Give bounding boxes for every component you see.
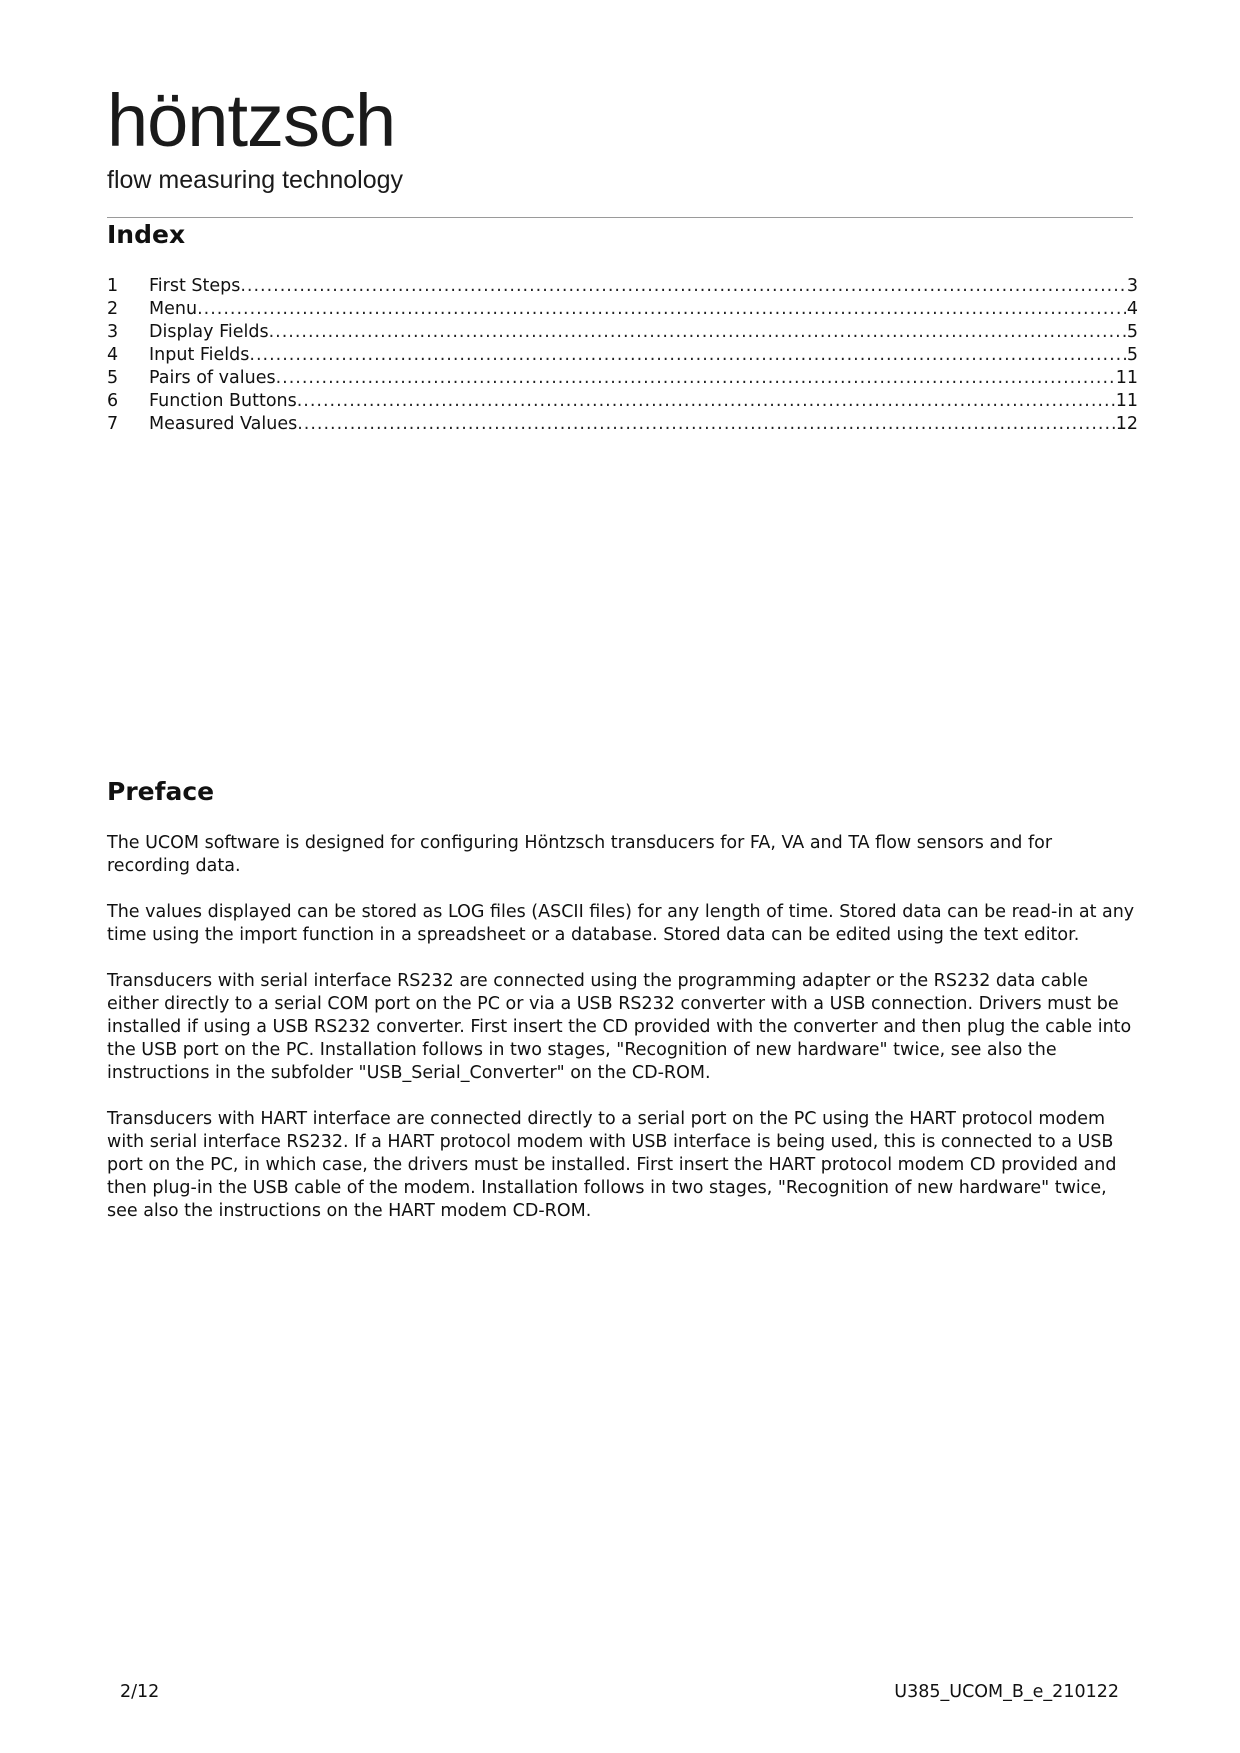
logo-tagline: flow measuring technology [107, 166, 403, 194]
toc-leader [297, 413, 1114, 436]
toc-leader [276, 367, 1115, 390]
toc-entry[interactable] [107, 367, 1138, 390]
preface-body [107, 832, 1137, 1246]
toc-entry[interactable] [107, 413, 1138, 436]
logo-wordmark: höntzsch [107, 79, 396, 162]
toc-entry-number: 7 [107, 414, 119, 434]
toc-entry-number: 6 [107, 391, 119, 411]
toc-entry-page: 4 [1126, 299, 1138, 319]
index-heading: Index [107, 220, 186, 249]
toc-entry-title: Measured Values [149, 414, 298, 434]
toc-leader [297, 390, 1115, 413]
preface-paragraph: The values displayed can be stored as LOG files (ASCII files) for any length of time. Stored data can be read-in at any time using the import function in a spreadsheet or a database. Stored data can be edited using the text editor. [107, 902, 1135, 945]
toc-entry-page: 5 [1126, 345, 1138, 365]
toc-entry-title: Display Fields [149, 322, 269, 342]
toc-entry-number: 3 [107, 322, 119, 342]
header-divider [107, 217, 1133, 218]
toc-entry-number: 2 [107, 299, 119, 319]
toc-entry-page: 3 [1126, 276, 1138, 296]
company-logo [107, 79, 403, 194]
toc-entry-title: Input Fields [149, 345, 250, 365]
document-id: U385_UCOM_B_e_210122 [894, 1682, 1119, 1702]
toc-entry-title: Pairs of values [149, 368, 276, 388]
toc-entry[interactable] [107, 321, 1138, 344]
toc-leader [240, 275, 1126, 298]
toc-leader [249, 344, 1125, 367]
toc-entry-page: 5 [1126, 322, 1138, 342]
preface-paragraph: Transducers with serial interface RS232 are connected using the programming adapter or the RS232 data cable either directly to a serial COM port on the PC or via a USB RS232 converter with a USB connection. Drivers must be installed if using a USB RS232 converter. First insert the CD provided with the converter and then plug the cable into the USB port on the PC. Installation follows in two stages, "Recognition of new hardware" twice, see also the instructions in the subfolder "USB_Serial_Converter" on the CD-ROM. [107, 971, 1132, 1083]
toc-entry-title: Menu [149, 299, 198, 319]
toc-entry[interactable] [107, 390, 1138, 413]
preface-paragraph: Transducers with HART interface are connected directly to a serial port on the PC using the HART protocol modem with serial interface RS232. If a HART protocol modem with USB interface is being used, this is connected to a USB port on the PC, in which case, the drivers must be installed. First insert the HART protocol modem CD provided and then plug-in the USB cable of the modem. Installation follows in two stages, "Recognition of new hardware" twice, see also the instructions on the HART modem CD-ROM. [107, 1109, 1117, 1221]
toc-entry-title: First Steps [149, 276, 241, 296]
toc-entry-page: 12 [1115, 414, 1138, 434]
toc-entry-page: 11 [1115, 391, 1138, 411]
table-of-contents [107, 275, 1138, 436]
toc-entry-title: Function Buttons [149, 391, 297, 411]
toc-leader [269, 321, 1126, 344]
toc-entry-number: 4 [107, 345, 119, 365]
preface-paragraph: The UCOM software is designed for configuring Höntzsch transducers for FA, VA and TA flow sensors and for recording data. [107, 833, 1053, 876]
preface-heading: Preface [107, 777, 215, 806]
toc-entry[interactable] [107, 275, 1138, 298]
toc-leader [197, 298, 1126, 321]
page-number: 2/12 [120, 1682, 160, 1702]
toc-entry[interactable] [107, 344, 1138, 367]
toc-entry[interactable] [107, 298, 1138, 321]
toc-entry-page: 11 [1115, 368, 1138, 388]
toc-entry-number: 5 [107, 368, 119, 388]
toc-entry-number: 1 [107, 276, 119, 296]
